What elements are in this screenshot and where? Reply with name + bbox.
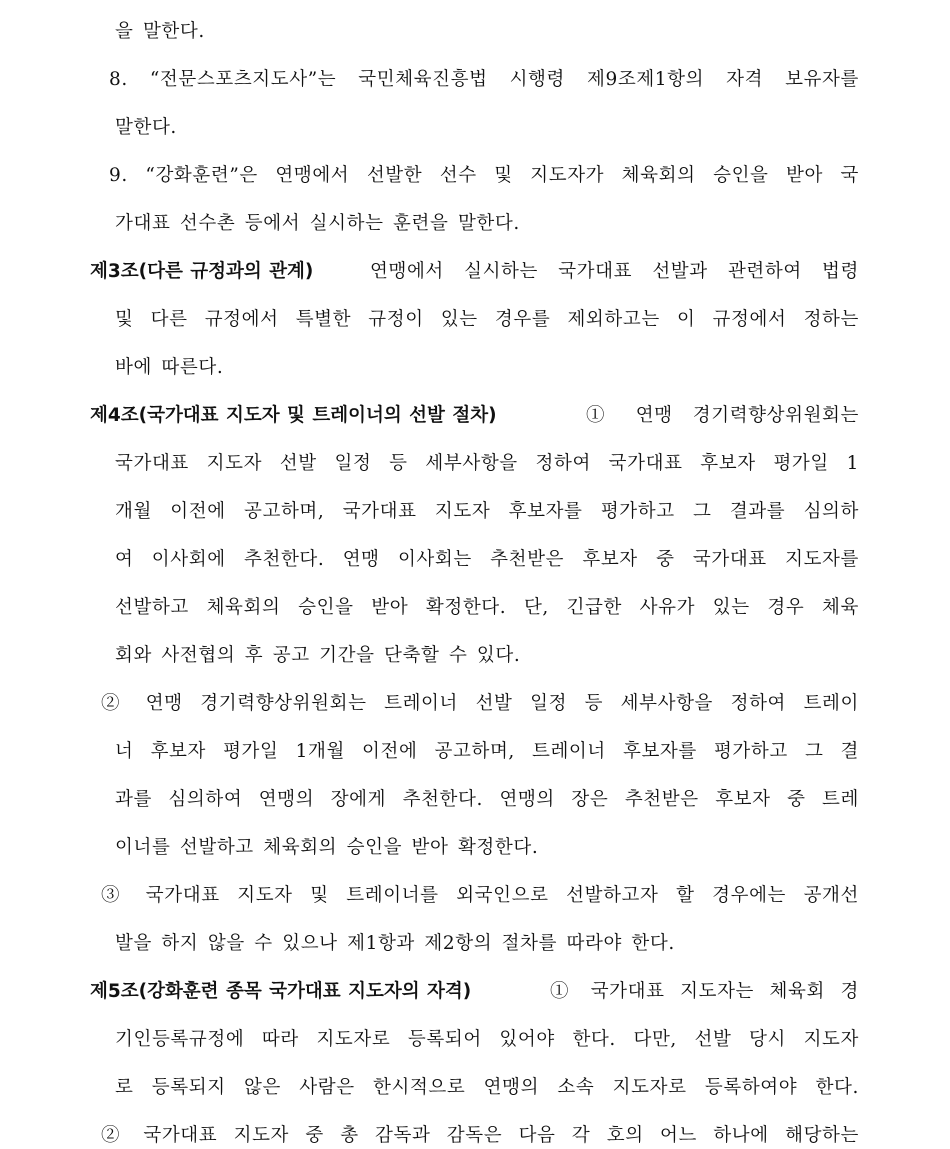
text-line: 회와 사전협의 후 공고 기간을 단축할 수 있다.	[115, 645, 521, 666]
article-5-heading: 제5조(강화훈련 종목 국가대표 지도자의 자격)	[90, 981, 472, 1002]
article-4-clause-1: ① 연맹 경기력향상위원회는	[586, 405, 859, 426]
text-line: 여 이사회에 추천한다. 연맹 이사회는 추천받은 후보자 중 국가대표 지도자를	[115, 549, 859, 570]
list-item-9: 9. “강화훈련”은 연맹에서 선발한 선수 및 지도자가 체육회의 승인을 받아 국	[109, 165, 859, 186]
text-line: 개월 이전에 공고하며, 국가대표 지도자 후보자를 평가하고 그 결과를 심의하	[115, 501, 859, 522]
article-3-heading: 제3조(다른 규정과의 관계)	[90, 261, 314, 282]
article-4-heading: 제4조(국가대표 지도자 및 트레이너의 선발 절차)	[90, 405, 497, 426]
article-5-clause-1: ① 국가대표 지도자는 체육회 경	[550, 981, 859, 1002]
text-line: 이너를 선발하고 체육회의 승인을 받아 확정한다.	[115, 837, 539, 858]
text-line: 기인등록규정에 따라 지도자로 등록되어 있어야 한다. 다만, 선발 당시 지도자	[115, 1029, 859, 1050]
text-line: 및 다른 규정에서 특별한 규정이 있는 경우를 제외하고는 이 규정에서 정하는	[115, 309, 859, 330]
text-line: 을 말한다.	[115, 21, 205, 42]
article-3-text: 연맹에서 실시하는 국가대표 선발과 관련하여 법령	[370, 261, 859, 282]
text-line: 너 후보자 평가일 1개월 이전에 공고하며, 트레이너 후보자를 평가하고 그 결	[115, 741, 859, 762]
text-line: 로 등록되지 않은 사람은 한시적으로 연맹의 소속 지도자로 등록하여야 한다.	[115, 1077, 859, 1098]
text-line: 과를 심의하여 연맹의 장에게 추천한다. 연맹의 장은 추천받은 후보자 중 트레	[115, 789, 859, 810]
text-line: 국가대표 지도자 선발 일정 등 세부사항을 정하여 국가대표 후보자 평가일 1	[115, 453, 859, 474]
article-5-clause-2: ② 국가대표 지도자 중 총 감독과 감독은 다음 각 호의 어느 하나에 해당하는	[101, 1125, 859, 1146]
article-4-clause-3: ③ 국가대표 지도자 및 트레이너를 외국인으로 선발하고자 할 경우에는 공개선	[101, 885, 859, 906]
article-4-clause-2: ② 연맹 경기력향상위원회는 트레이너 선발 일정 등 세부사항을 정하여 트레이	[101, 693, 859, 714]
text-line: 말한다.	[115, 117, 177, 138]
list-item-8: 8. “전문스포츠지도사”는 국민체육진흥법 시행령 제9조제1항의 자격 보유자를	[109, 69, 859, 90]
text-line: 바에 따른다.	[115, 357, 224, 378]
text-line: 선발하고 체육회의 승인을 받아 확정한다. 단, 긴급한 사유가 있는 경우 체육	[115, 597, 859, 618]
text-line: 발을 하지 않을 수 있으나 제1항과 제2항의 절차를 따라야 한다.	[115, 933, 675, 954]
text-line: 가대표 선수촌 등에서 실시하는 훈련을 말한다.	[115, 213, 520, 234]
